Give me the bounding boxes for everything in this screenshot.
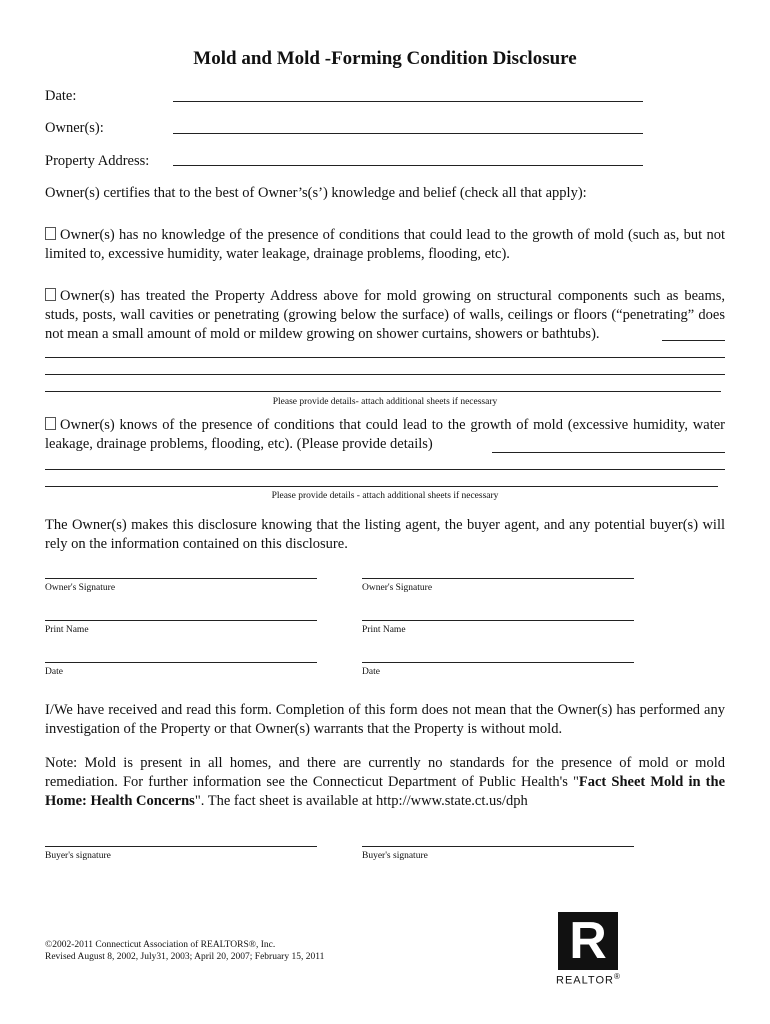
property-address-field[interactable] bbox=[173, 165, 643, 166]
realtor-logo-registered: ® bbox=[613, 972, 621, 981]
realtor-logo-wordmark bbox=[556, 972, 621, 987]
note-fact-sheet-title: Fact Sheet Mold in the Home: Health Concerns bbox=[45, 774, 725, 809]
owner-print-name-label-2: Print Name bbox=[362, 625, 406, 635]
option-3-detail-line-2[interactable] bbox=[45, 486, 718, 487]
note-tail: ". The fact sheet is available at http://www.state.ct.us/dph bbox=[194, 793, 528, 809]
option-2-inline-line[interactable] bbox=[662, 340, 725, 341]
date-label: Date: bbox=[45, 88, 77, 104]
owner-signature-line-1[interactable] bbox=[45, 578, 317, 579]
owner-date-label-2: Date bbox=[362, 667, 380, 677]
owner-signature-label-1: Owner's Signature bbox=[45, 583, 116, 593]
property-address-label: Property Address: bbox=[45, 153, 150, 169]
option-2-detail-line-2[interactable] bbox=[45, 374, 725, 375]
realtor-logo bbox=[556, 912, 630, 988]
received-text: I/We have received and read this form. Completion of this form does not mean that the Owner(s) has performed any investigation of the Property or that Owner(s) warrants that the Property is without mold. bbox=[45, 702, 725, 737]
option-3-note: Please provide details - attach additional sheets if necessary bbox=[271, 491, 499, 501]
option-2-detail-line-3[interactable] bbox=[45, 391, 721, 392]
owner-date-label-1: Date bbox=[45, 667, 63, 677]
owner-date-line-1[interactable] bbox=[45, 662, 317, 663]
option-1-checkbox[interactable] bbox=[45, 227, 56, 240]
owners-field[interactable] bbox=[173, 133, 643, 134]
realtor-logo-letter: R bbox=[569, 912, 607, 970]
option-2-text: Owner(s) has treated the Property Address above for mold growing on structural components such as beams, studs, posts, wall cavities or penetrating (growing below the surface) of walls, ceilings or floors (“penetrating” does not mean a small amount of mold or mildew growing on shower curtains, showers or bathtubs). bbox=[45, 288, 725, 342]
owner-print-name-line-1[interactable] bbox=[45, 620, 317, 621]
note-lead: Note: Mold is present in all homes, and there are currently no standards for the presence of mold or mold remediation. For further information see the Connecticut Department of Public Health's " bbox=[45, 755, 725, 790]
owners-label: Owner(s): bbox=[45, 120, 104, 136]
owner-print-name-label-1: Print Name bbox=[45, 625, 89, 635]
buyer-signature-line-1[interactable] bbox=[45, 846, 317, 847]
option-2 bbox=[45, 287, 725, 344]
footer-revised: Revised August 8, 2002, July31, 2003; April 20, 2007; February 15, 2011 bbox=[45, 952, 325, 962]
disclosure-text: The Owner(s) makes this disclosure knowing that the listing agent, the buyer agent, and any potential buyer(s) will rely on the information contained on this disclosure. bbox=[45, 517, 725, 552]
option-2-note: Please provide details- attach additional sheets if necessary bbox=[272, 397, 498, 407]
buyer-signature-label-2: Buyer's signature bbox=[362, 851, 428, 861]
option-3-detail-line-1[interactable] bbox=[45, 469, 725, 470]
option-3-inline-line[interactable] bbox=[492, 452, 725, 453]
owner-signature-line-2[interactable] bbox=[362, 578, 634, 579]
owner-print-name-line-2[interactable] bbox=[362, 620, 634, 621]
realtor-logo-word: REALTOR bbox=[556, 974, 614, 987]
option-2-detail-line-1[interactable] bbox=[45, 357, 725, 358]
date-field[interactable] bbox=[173, 101, 643, 102]
option-3-checkbox[interactable] bbox=[45, 417, 56, 430]
footer-copyright: ©2002-2011 Connecticut Association of REALTORS®, Inc. bbox=[45, 940, 276, 950]
owner-date-line-2[interactable] bbox=[362, 662, 634, 663]
owner-signature-label-2: Owner's Signature bbox=[362, 583, 433, 593]
buyer-signature-line-2[interactable] bbox=[362, 846, 634, 847]
option-3 bbox=[45, 416, 725, 454]
certify-text: Owner(s) certifies that to the best of Owner’s(s’) knowledge and belief (check all that apply): bbox=[45, 185, 587, 201]
page-title: Mold and Mold -Forming Condition Disclosure bbox=[193, 48, 577, 69]
option-1-text: Owner(s) has no knowledge of the presence of conditions that could lead to the growth of mold (such as, but not limited to, excessive humidity, water leakage, drainage problems, flooding, etc). bbox=[45, 227, 725, 262]
option-1 bbox=[45, 226, 725, 264]
option-3-text: Owner(s) knows of the presence of conditions that could lead to the growth of mold (excessive humidity, water leakage, drainage problems, flooding, etc). (Please provide details) bbox=[45, 417, 725, 452]
buyer-signature-label-1: Buyer's signature bbox=[45, 851, 111, 861]
note-text bbox=[45, 754, 725, 811]
option-2-checkbox[interactable] bbox=[45, 288, 56, 301]
realtor-logo-block bbox=[558, 912, 618, 970]
